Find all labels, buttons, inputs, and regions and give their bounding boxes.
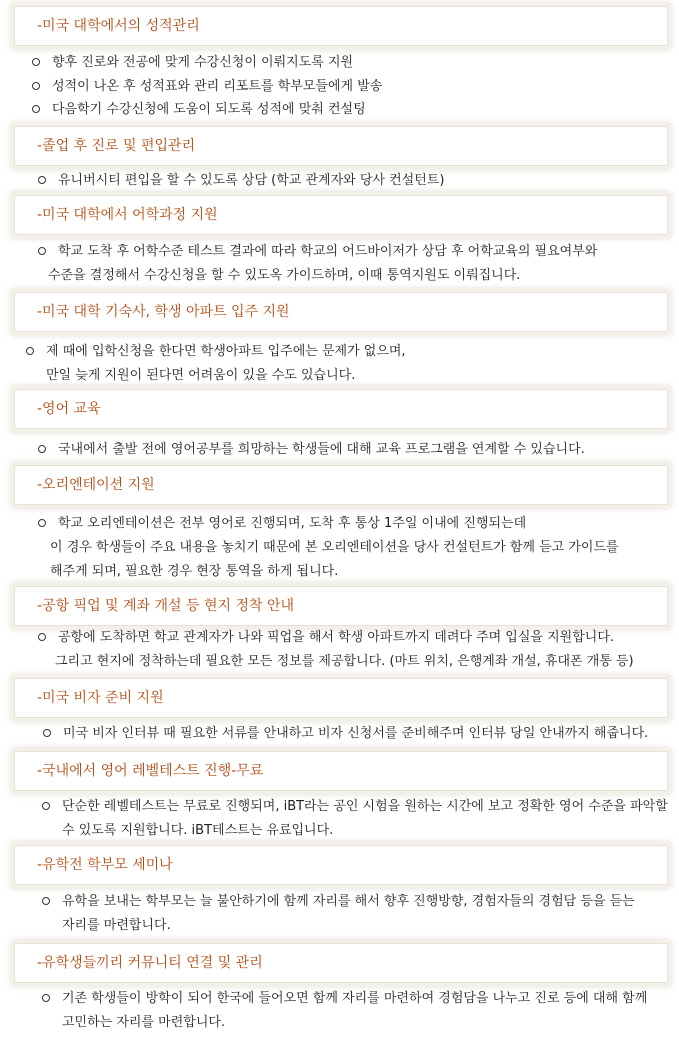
list-item-text: 다음학기 수강신청에 도움이 되도록 성적에 맞춰 컨설팅: [52, 102, 366, 117]
section-title: -오리엔테이션 지원: [37, 477, 155, 493]
bullet-circle-icon: [38, 176, 46, 184]
bullet-circle-icon: [32, 105, 40, 113]
section-title: -졸업 후 진로 및 편입관리: [37, 138, 196, 154]
list-item-text: 성적이 나온 후 성적표와 관리 리포트를 학부모들에게 발송: [52, 79, 383, 94]
section-header: [14, 126, 668, 166]
bullet-circle-icon: [32, 82, 40, 90]
list-item-text: 국내에서 출발 전에 영어공부를 희망하는 학생들에 대해 교육 프로그램을 연계할 수 있습니다.: [58, 442, 585, 457]
section-header: [14, 195, 668, 235]
section-title: -미국 대학에서의 성적관리: [37, 18, 200, 34]
bullet-circle-icon: [26, 347, 34, 355]
list-item-text: 해주게 되며, 필요한 경우 현장 통역을 하게 됩니다.: [50, 564, 339, 579]
section-header: [14, 845, 668, 885]
section-title: -영어 교육: [37, 401, 101, 417]
bullet-circle-icon: [38, 633, 46, 641]
list-item-text: 학교 도착 후 어학수준 테스트 결과에 따라 학교의 어드바이저가 상담 후 어학교육의 필요여부와: [58, 244, 598, 259]
bullet-circle-icon: [43, 729, 51, 737]
section-header: [14, 389, 668, 429]
bullet-circle-icon: [42, 897, 50, 905]
bullet-circle-icon: [32, 58, 40, 66]
section-header: [14, 586, 668, 626]
list-item-text: 수 있도록 지원합니다. iBT테스트는 유료입니다.: [62, 823, 334, 838]
list-item-text: 단순한 레벨테스트는 무료로 진행되며, iBT라는 공인 시험을 원하는 시간에 보고 정확한 영어 수준을 파악할: [62, 799, 668, 814]
list-item-text: 자리를 마련합니다.: [62, 918, 171, 933]
section-header: [14, 465, 668, 505]
section-header: [14, 943, 668, 983]
list-item-text: 향후 진로와 전공에 맞게 수강신청이 이뤄지도록 지원: [52, 55, 354, 70]
bullet-circle-icon: [38, 445, 46, 453]
list-item-text: 만일 늦게 지원이 된다면 어려움이 있을 수도 있습니다.: [46, 368, 356, 383]
section-header: [14, 751, 668, 791]
section-title: -공항 픽업 및 계좌 개설 등 현지 정착 안내: [37, 598, 295, 614]
list-item-text: 제 때에 입학신청을 한다면 학생아파트 입주에는 문제가 없으며,: [46, 344, 406, 359]
bullet-circle-icon: [42, 994, 50, 1002]
section-title: -미국 대학에서 어학과정 지원: [37, 207, 218, 223]
list-item-text: 고민하는 자리를 마련합니다.: [62, 1015, 226, 1030]
list-item-text: 유니버시티 편입을 할 수 있도록 상담 (학교 관계자와 당사 컨설턴트): [58, 173, 445, 188]
section-header: [14, 6, 668, 46]
bullet-circle-icon: [38, 247, 46, 255]
list-item-text: 공항에 도착하면 학교 관계자가 나와 픽업을 해서 학생 아파트까지 데려다 주며 입실을 지원합니다.: [58, 630, 615, 645]
list-item-text: 유학을 보내는 학부모는 늘 불안하기에 함께 자리를 해서 향후 진행방향, 경험자들의 경험담 등을 듣는: [62, 894, 635, 909]
section-title: -미국 비자 준비 지원: [37, 690, 164, 706]
list-item-text: 그리고 현지에 정착하는데 필요한 모든 정보를 제공합니다. (마트 위치, 은행계좌 개설, 휴대폰 개통 등): [55, 654, 634, 669]
list-item-text: 이 경우 학생들이 주요 내용을 놓치기 때문에 본 오리엔테이션을 당사 컨설턴트가 함께 듣고 가이드를: [50, 540, 619, 555]
bullet-circle-icon: [42, 802, 50, 810]
list-item-text: 학교 오리엔테이션은 전부 영어로 진행되며, 도착 후 통상 1주일 이내에 진행되는데: [58, 516, 527, 531]
list-item-text: 기존 학생들이 방학이 되어 한국에 들어오면 함께 자리를 마련하여 경험담을 나누고 진로 등에 대해 함께: [62, 991, 648, 1006]
section-title: -유학생들끼리 커뮤니티 연결 및 관리: [37, 955, 263, 971]
section-header: [14, 678, 668, 718]
bullet-circle-icon: [38, 519, 46, 527]
section-title: -유학전 학부모 세미나: [37, 857, 173, 873]
section-title: -미국 대학 기숙사, 학생 아파트 입주 지원: [37, 304, 290, 320]
list-item-text: 미국 비자 인터뷰 때 필요한 서류를 안내하고 비자 신청서를 준비해주며 인터뷰 당일 안내까지 해줍니다.: [63, 726, 649, 741]
section-title: -국내에서 영어 레벨테스트 진행-무료: [37, 763, 264, 779]
list-item-text: 수준을 결정해서 수강신청을 할 수 있도옥 가이드하며, 이때 통역지원도 이뤄집니다.: [48, 268, 521, 283]
section-header: [14, 292, 668, 332]
